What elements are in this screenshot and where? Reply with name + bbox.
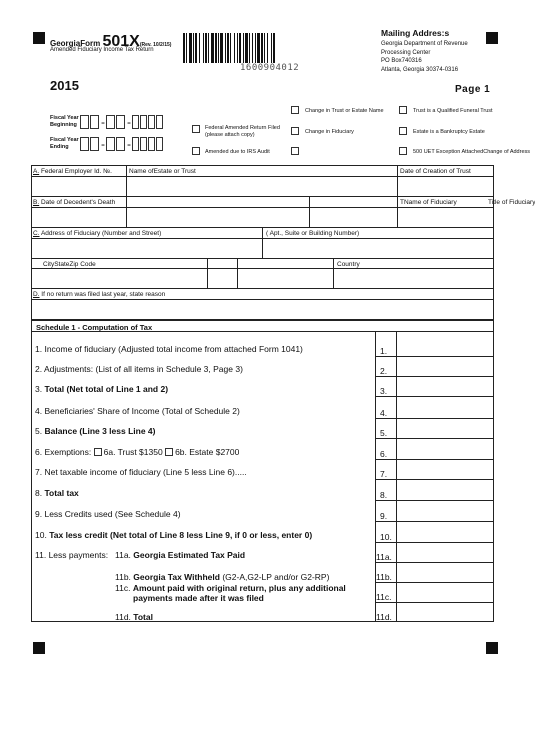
schedule-line-7: 7. Net taxable income of fiduciary (Line 5 less Line 6)..... [35, 467, 247, 477]
line-1-box-label: 1. [380, 346, 388, 356]
form-prefix: GeorgiaForm [50, 39, 103, 48]
funeral-trust-checkbox[interactable] [399, 106, 407, 114]
line-11a-text: 11a. Georgia Estimated Tax Paid [115, 550, 246, 560]
field-name-label: Name ofEstate or Trust [129, 168, 196, 175]
mailing-address [381, 40, 468, 74]
field-b-label: B. Date of Decedent's Death [33, 199, 116, 206]
schedule-line-2: 2. Adjustments: (List of all items in Schedule 3, Page 3) [35, 364, 243, 374]
line-7-amount-input[interactable] [397, 464, 493, 478]
change-name-label: Change in Trust or Estate Name [305, 108, 384, 114]
form-title: Amended Fiduciary Income Tax Return [50, 47, 154, 53]
mailing-line: Atlanta, Georgia 30374-0316 [381, 66, 459, 73]
registration-mark-bottom-right [486, 642, 498, 654]
line-6-amount-input[interactable] [397, 444, 493, 458]
fiscal-ending-label: Fiscal Year Ending [50, 137, 79, 150]
form-number: 501X [102, 33, 140, 50]
barcode-number: 1600904012 [240, 63, 300, 73]
bankruptcy-estate-label: Estate is a Bankruptcy Estate [413, 129, 485, 135]
change-fiduciary-checkbox[interactable] [291, 127, 299, 135]
uet-exception-label: 500 UET Exception AttachedChange of Address [413, 149, 531, 155]
page-label: Page 1 [455, 84, 491, 95]
federal-amended-return-checkbox[interactable] [192, 125, 200, 133]
line-11c-amount-input[interactable] [397, 587, 493, 601]
fiscal-beginning-label: Fiscal Year Beginning [50, 115, 79, 128]
line-8-amount-input[interactable] [397, 485, 493, 499]
form-revision: (Rev. 10/2/15) [139, 42, 172, 48]
decedent-death-date-input[interactable] [32, 208, 126, 227]
federal-amended-return-label: Federal Amended Return Filed (please attach copy) [205, 125, 280, 138]
mailing-line: Georgia Department of Revenue [381, 41, 468, 47]
line-4-box-label: 4. [380, 408, 388, 418]
barcode [183, 33, 308, 63]
mailing-line: Processing Center [381, 49, 431, 56]
field-country-label: Country [337, 261, 360, 268]
field-apt-label: ( Apt., Suite or Building Number) [266, 230, 360, 237]
funeral-trust-label: Trust is a Qualified Funeral Trust [413, 108, 493, 114]
line-1-amount-input[interactable] [397, 341, 493, 355]
field-d-label: D. If no return was filed last year, state reason [33, 291, 166, 298]
schedule-line-9: 9. Less Credits used (See Schedule 4) [35, 509, 181, 519]
line-11c-text: 11c. Amount paid with original return, plus any additional payments made after it was filed [115, 583, 346, 603]
line-3-box-label: 3. [380, 386, 388, 396]
schedule-1-title: Schedule 1 - Computation of Tax [36, 323, 153, 332]
mailing-line: PO Box740316 [381, 58, 422, 64]
zip-input[interactable] [238, 269, 333, 288]
line-11a-box-label: 11a. [376, 552, 392, 562]
line-10-amount-input[interactable] [397, 527, 493, 541]
date-creation-input[interactable] [398, 177, 493, 196]
fiscal-ending-date[interactable]: - - [80, 135, 164, 153]
exemption-trust-checkbox[interactable] [94, 448, 102, 456]
schedule-line-1: 1. Income of fiduciary (Adjusted total income from attached Form 1041) [35, 344, 303, 354]
fiduciary-title-input[interactable] [310, 208, 397, 227]
schedule-line-8: 8. Total tax [35, 488, 79, 498]
line-4-amount-input[interactable] [397, 403, 493, 417]
line-11b-amount-input[interactable] [397, 567, 493, 581]
registration-mark-top-right [486, 32, 498, 44]
line-11a-amount-input[interactable] [397, 547, 493, 561]
schedule-line-4: 4. Beneficiaries' Share of Income (Total of Schedule 2) [35, 406, 240, 416]
city-input[interactable] [32, 269, 207, 288]
amended-irs-audit-label: Amended due to IRS Audit [205, 149, 270, 155]
line-11d-amount-input[interactable] [397, 607, 493, 621]
line-3-amount-input[interactable] [397, 381, 493, 395]
line-6-box-label: 6. [380, 449, 388, 459]
field-fiduciary-name-label: TName of Fiduciary [400, 199, 457, 206]
line-11-label: 11. Less payments: [35, 550, 109, 560]
line-11c-box-label: 11c. [376, 592, 392, 602]
field-fiduciary-title-label: Title of Fiduciary [488, 199, 535, 206]
no-return-reason-input[interactable] [32, 300, 493, 319]
irs-audit-right-checkbox[interactable] [291, 147, 299, 155]
schedule-line-6: 6. Exemptions: 6a. Trust $1350 6b. Estate $2700 [35, 447, 240, 457]
line-9-amount-input[interactable] [397, 506, 493, 520]
uet-exception-checkbox[interactable] [399, 147, 407, 155]
schedule-line-5: 5. Balance (Line 3 less Line 4) [35, 426, 156, 436]
schedule-line-3: 3. Total (Net total of Line 1 and 2) [35, 384, 169, 394]
line-5-box-label: 5. [380, 428, 388, 438]
line-11b-text: 11b. Georgia Tax Withheld (G2-A,G2-LP and/or G2-RP) [115, 572, 330, 582]
field-date-creation-label: Date of Creation of Trust [400, 168, 471, 175]
country-input[interactable] [334, 269, 493, 288]
line-2-amount-input[interactable] [397, 361, 493, 375]
field-city-label: CityStateZip Code [43, 261, 96, 268]
line-11d-text: 11d. Total [115, 612, 153, 622]
exemption-estate-checkbox[interactable] [165, 448, 173, 456]
mailing-title: Mailing Addres:s [381, 28, 450, 38]
schedule-line-10: 10. Tax less credit (Net total of Line 8 less Line 9, if 0 or less, enter 0) [35, 530, 313, 540]
line-11b-box-label: 11b. [376, 572, 392, 582]
line-7-box-label: 7. [380, 469, 388, 479]
line-5-amount-input[interactable] [397, 423, 493, 437]
line-8-box-label: 8. [380, 490, 388, 500]
field-c-label: C. Address of Fiduciary (Number and Street) [33, 230, 162, 237]
change-fiduciary-label: Change in Fiduciary [305, 129, 354, 135]
fiduciary-street-input[interactable] [32, 239, 262, 258]
amended-irs-audit-checkbox[interactable] [192, 147, 200, 155]
line-10-box-label: 10. [380, 532, 392, 542]
line-11d-box-label: 11d. [376, 612, 392, 622]
federal-employer-id-input[interactable] [32, 177, 126, 196]
line-9-box-label: 9. [380, 511, 388, 521]
tax-year: 2015 [50, 78, 79, 93]
estate-trust-name-input[interactable] [127, 177, 397, 196]
line-2-box-label: 2. [380, 366, 388, 376]
fiduciary-name-input[interactable] [127, 208, 309, 227]
fiscal-beginning-date[interactable]: - - [80, 113, 164, 131]
registration-mark-bottom-left [33, 642, 45, 654]
state-input[interactable] [208, 269, 237, 288]
fiduciary-apt-input[interactable] [263, 239, 493, 258]
change-name-checkbox[interactable] [291, 106, 299, 114]
registration-mark-top-left [33, 32, 45, 44]
bankruptcy-estate-checkbox[interactable] [399, 127, 407, 135]
field-a-label: A. Federal Employer Id. №. [33, 168, 112, 175]
